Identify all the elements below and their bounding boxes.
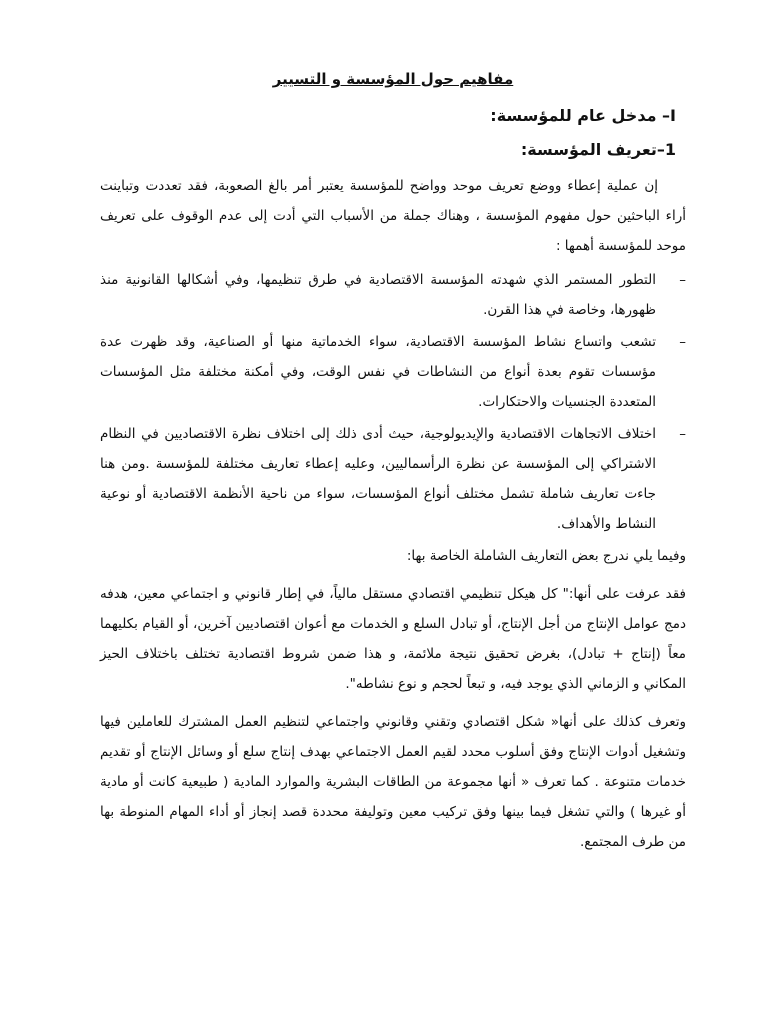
list-item-text: اختلاف الاتجاهات الاقتصادية والإيديولوجية، حيث أدى ذلك إلى اختلاف نظرة الاقتصاديين في النظام الاشتراكي إلى المؤسسة عن نظرة الرأسماليين، وعليه إعطاء تعاريف مختلفة للمؤسسة .ومن هنا جاءت تعاريف شاملة تشمل مختلف أنواع المؤسسات، سواء من ناحية الأنظمة الاقتصادية أو نوعية النشاط والأهداف.: [100, 426, 656, 532]
bullet-dash: –: [679, 272, 686, 288]
list-item-text: التطور المستمر الذي شهدته المؤسسة الاقتصادية في طرق تنظيمها، وفي أشكالها القانونية منذ ظهورها، وخاصة في هذا القرن.: [100, 272, 656, 318]
definition-paragraph-2: وتعرف كذلك على أنها« شكل اقتصادي وتقني وقانوني واجتماعي لتنظيم العمل المشترك للعاملين فيها وتشغيل أدوات الإنتاج وفق أسلوب محدد لقيم العمل الاجتماعي بهدف إنتاج سلع أو وسائل الإنتاج أو تقديم خدمات متنوعة . كما تعرف « أنها مجموعة من الطاقات البشرية والموارد المادية ( طبيعية كانت أو مادية أو غيرها ) والتي تشغل فيما بينها وفق تركيب معين وتوليفة محددة قصد إنجاز أو أداء المهام المنوطة بها من طرف المجتمع.: [100, 714, 686, 850]
list-item: [100, 327, 686, 417]
list-item: [100, 419, 686, 539]
list-item: [100, 265, 686, 325]
definition-paragraph-1: فقد عرفت على أنها:" كل هيكل تنظيمي اقتصادي مستقل مالياً، في إطار قانوني و اجتماعي معين، هدفه دمج عوامل الإنتاج من أجل الإنتاج، أو تبادل السلع و الخدمات مع أعوان اقتصاديين آخرين، أو القيام بكليهما معاً (إنتاج + تبادل)، بغرض تحقيق نتيجة ملائمة، و هذا ضمن شروط اقتصادية تختلف باختلاف الحيز المكاني و الزماني الذي يوجد فيه، و تبعاً لحجم و نوع نشاطه".: [100, 586, 686, 692]
list-item-text: تشعب واتساع نشاط المؤسسة الاقتصادية، سواء الخدماتية منها أو الصناعية، وقد ظهرت عدة مؤسسات تقوم بعدة أنواع من النشاطات في نفس الوقت، وفي أمكنة مختلفة مثل المؤسسات المتعددة الجنسيات والاحتكارات.: [100, 334, 656, 410]
section-heading: I– مدخل عام للمؤسسة:: [490, 106, 676, 125]
bullet-dash: –: [679, 426, 686, 442]
document-title: مفاهيم حول المؤسسة و التسيير: [272, 70, 514, 88]
subsection-heading: 1–تعريف المؤسسة:: [520, 140, 676, 159]
document-page: [100, 70, 686, 857]
lead-in-paragraph: وفيما يلي ندرج بعض التعاريف الشاملة الخاصة بها:: [406, 548, 686, 564]
bullet-dash: –: [679, 334, 686, 350]
reasons-list: [100, 265, 686, 539]
intro-paragraph: إن عملية إعطاء ووضع تعريف موحد وواضح للمؤسسة يعتبر أمر بالغ الصعوبة، فقد تعددت وتباينت أراء الباحثين حول مفهوم المؤسسة ، وهناك جملة من الأسباب التي أدت إلى عدم الوقوف على تعريف موحد للمؤسسة أهمها :: [100, 178, 686, 254]
